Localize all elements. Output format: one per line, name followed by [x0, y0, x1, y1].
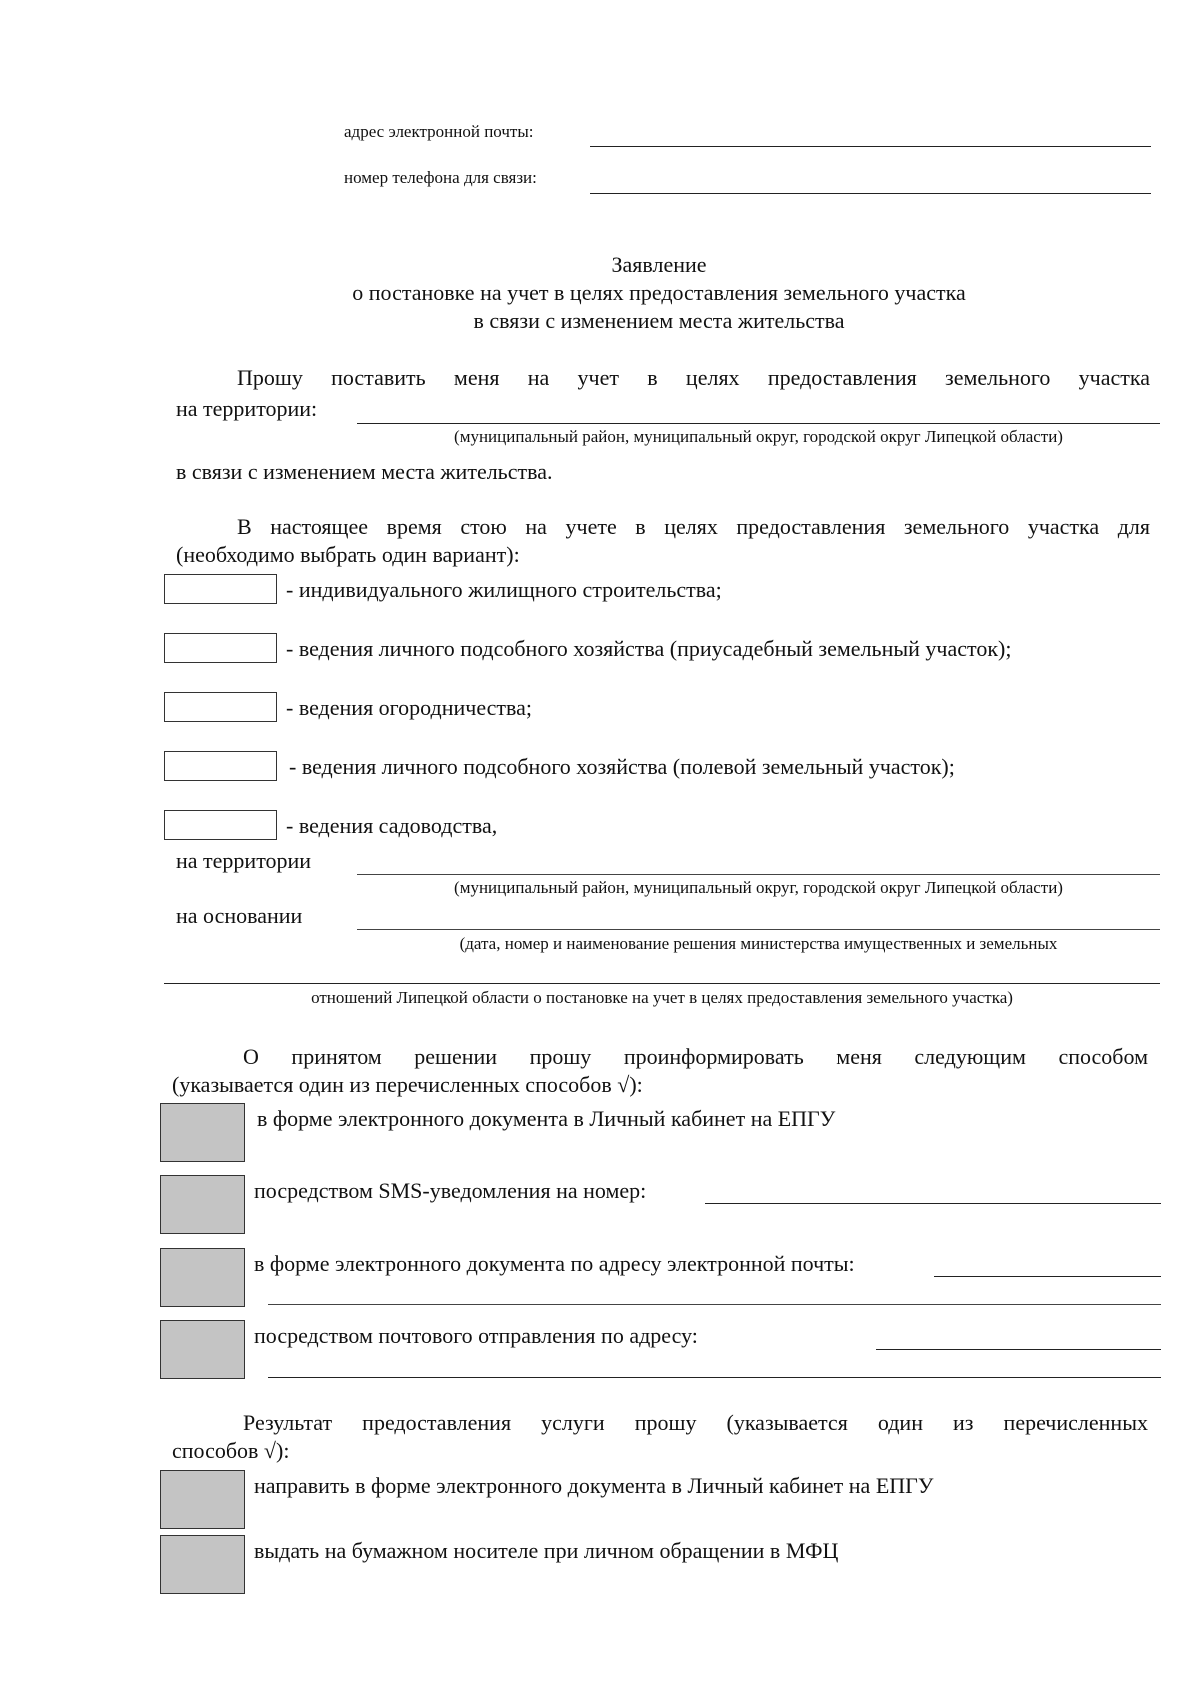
post-address-field-continued[interactable]: [268, 1377, 1161, 1378]
checkbox-lph-home[interactable]: [164, 633, 277, 663]
current-territory-label: на территории: [176, 848, 312, 873]
basis-hint-1: (дата, номер и наименование решения министерства имущественных и земельных: [459, 934, 1058, 953]
basis-hint-2: отношений Липецкой области о постановке на учет в целях предоставления земельного участка): [311, 988, 1013, 1007]
option-ijs-label: - индивидуального жилищного строительства;: [286, 577, 722, 602]
phone-field[interactable]: [590, 193, 1151, 194]
document-subtitle-1: о постановке на учет в целях предоставления земельного участка: [352, 280, 966, 305]
checkbox-result-epgu[interactable]: [160, 1470, 245, 1529]
inform-email-label: в форме электронного документа по адресу электронной почты:: [254, 1251, 855, 1276]
document-title: Заявление: [611, 252, 707, 277]
checkbox-garden[interactable]: [164, 692, 277, 722]
current-territory-hint: (муниципальный район, муниципальный округ, городской округ Липецкой области): [454, 878, 1063, 897]
current-line-1: В настоящее время стою на учете в целях предоставления земельного участка для: [237, 514, 1150, 539]
inform-epgu-label: в форме электронного документа в Личный кабинет на ЕПГУ: [257, 1106, 836, 1131]
current-territory-field[interactable]: [357, 874, 1160, 875]
checkbox-inform-epgu[interactable]: [160, 1103, 245, 1162]
checkbox-inform-email[interactable]: [160, 1248, 245, 1307]
option-lph-field-label: - ведения личного подсобного хозяйства (полевой земельный участок);: [289, 754, 955, 779]
inform-email-field[interactable]: [934, 1276, 1161, 1277]
checkbox-ijs[interactable]: [164, 574, 277, 604]
phone-label: номер телефона для связи:: [344, 168, 537, 187]
inform-sms-label: посредством SMS-уведомления на номер:: [254, 1178, 647, 1203]
basis-field-continued[interactable]: [164, 983, 1160, 984]
inform-email-field-continued[interactable]: [268, 1304, 1161, 1305]
result-line-2: способов √):: [172, 1438, 290, 1463]
current-line-2: (необходимо выбрать один вариант):: [176, 542, 520, 567]
checkbox-result-mfc[interactable]: [160, 1535, 245, 1594]
request-territory-label: на территории:: [176, 396, 318, 421]
request-territory-field[interactable]: [357, 423, 1160, 424]
checkbox-orchard[interactable]: [164, 810, 277, 840]
sms-number-field[interactable]: [705, 1203, 1161, 1204]
checkbox-inform-sms[interactable]: [160, 1175, 245, 1234]
basis-field[interactable]: [357, 929, 1160, 930]
result-mfc-label: выдать на бумажном носителе при личном обращении в МФЦ: [254, 1538, 839, 1563]
request-line-1: Прошу поставить меня на учет в целях предоставления земельного участка: [237, 365, 1150, 390]
basis-label: на основании: [176, 903, 303, 928]
email-label: адрес электронной почты:: [344, 122, 534, 141]
document-subtitle-2: в связи с изменением места жительства: [473, 308, 845, 333]
checkbox-lph-field[interactable]: [164, 751, 277, 781]
email-field[interactable]: [590, 146, 1151, 147]
inform-post-label: посредством почтового отправления по адресу:: [254, 1323, 698, 1348]
option-orchard-label: - ведения садоводства,: [286, 813, 498, 838]
inform-line-1: О принятом решении прошу проинформировать меня следующим способом: [243, 1044, 1148, 1069]
checkbox-inform-post[interactable]: [160, 1320, 245, 1379]
request-territory-hint: (муниципальный район, муниципальный округ, городской округ Липецкой области): [454, 427, 1063, 446]
inform-line-2: (указывается один из перечисленных способов √):: [172, 1072, 643, 1097]
request-line-end: в связи с изменением места жительства.: [176, 459, 553, 484]
result-line-1: Результат предоставления услуги прошу (указывается один из перечисленных: [243, 1410, 1148, 1435]
option-garden-label: - ведения огородничества;: [286, 695, 532, 720]
result-epgu-label: направить в форме электронного документа в Личный кабинет на ЕПГУ: [254, 1473, 934, 1498]
post-address-field[interactable]: [876, 1349, 1161, 1350]
option-lph-home-label: - ведения личного подсобного хозяйства (приусадебный земельный участок);: [286, 636, 1012, 661]
